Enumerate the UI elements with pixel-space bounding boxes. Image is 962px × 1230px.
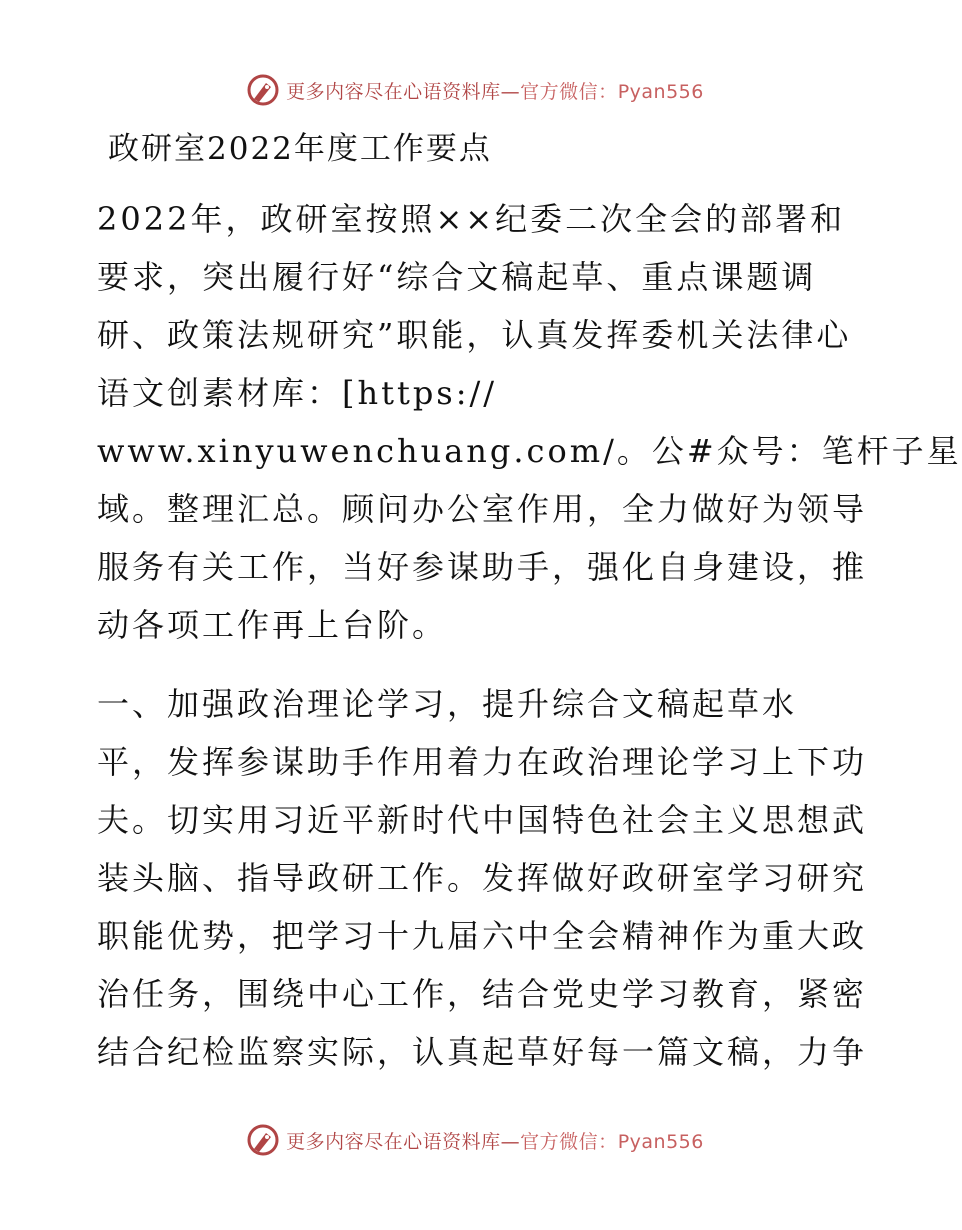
pen-nib-badge-icon [246,1123,280,1157]
pen-nib-badge-icon [246,73,280,107]
text-line: 语文创素材库：[https:// [97,374,498,412]
watermark-banner-bottom [0,1120,950,1160]
text-line: 职能优势，把学习十九届六中全会精神作为重大政 [97,917,868,955]
text-line: 平，发挥参谋助手作用着力在政治理论学习上下功 [97,743,868,781]
text-line: 2022年，政研室按照××纪委二次全会的部署和 [97,200,846,238]
intro-paragraph [97,190,962,654]
text-line: 服务有关工作，当好参谋助手，强化自身建设，推 [97,548,868,586]
text-line: 要求，突出履行好“综合文稿起草、重点课题调 [97,258,817,296]
text-line: 域。整理汇总。顾问办公室作用，全力做好为领导 [97,490,868,528]
text-line: 结合纪检监察实际，认真起草好每一篇文稿，力争 [97,1033,868,1071]
section-heading-line: 一、加强政治理论学习，提升综合文稿起草水 [97,685,798,723]
watermark-banner-top [0,70,950,110]
text-line: 夫。切实用习近平新时代中国特色社会主义思想武 [97,801,868,839]
watermark-text: 更多内容尽在心语资料库—官方微信：Pyan556 [286,80,704,103]
watermark-text: 更多内容尽在心语资料库—官方微信：Pyan556 [286,1130,704,1153]
document-title: 政研室2022年度工作要点 [108,131,492,167]
text-line: 装头脑、指导政研工作。发挥做好政研室学习研究 [97,859,868,897]
text-line: 动各项工作再上台阶。 [97,606,448,644]
text-line: www.xinyuwenchuang.com/。公#众号：笔杆子星 [97,432,962,470]
text-line: 研、政策法规研究”职能，认真发挥委机关法律心 [97,316,852,354]
text-line: 治任务，围绕中心工作，结合党史学习教育，紧密 [97,975,868,1013]
section-1-paragraph [97,675,867,1081]
